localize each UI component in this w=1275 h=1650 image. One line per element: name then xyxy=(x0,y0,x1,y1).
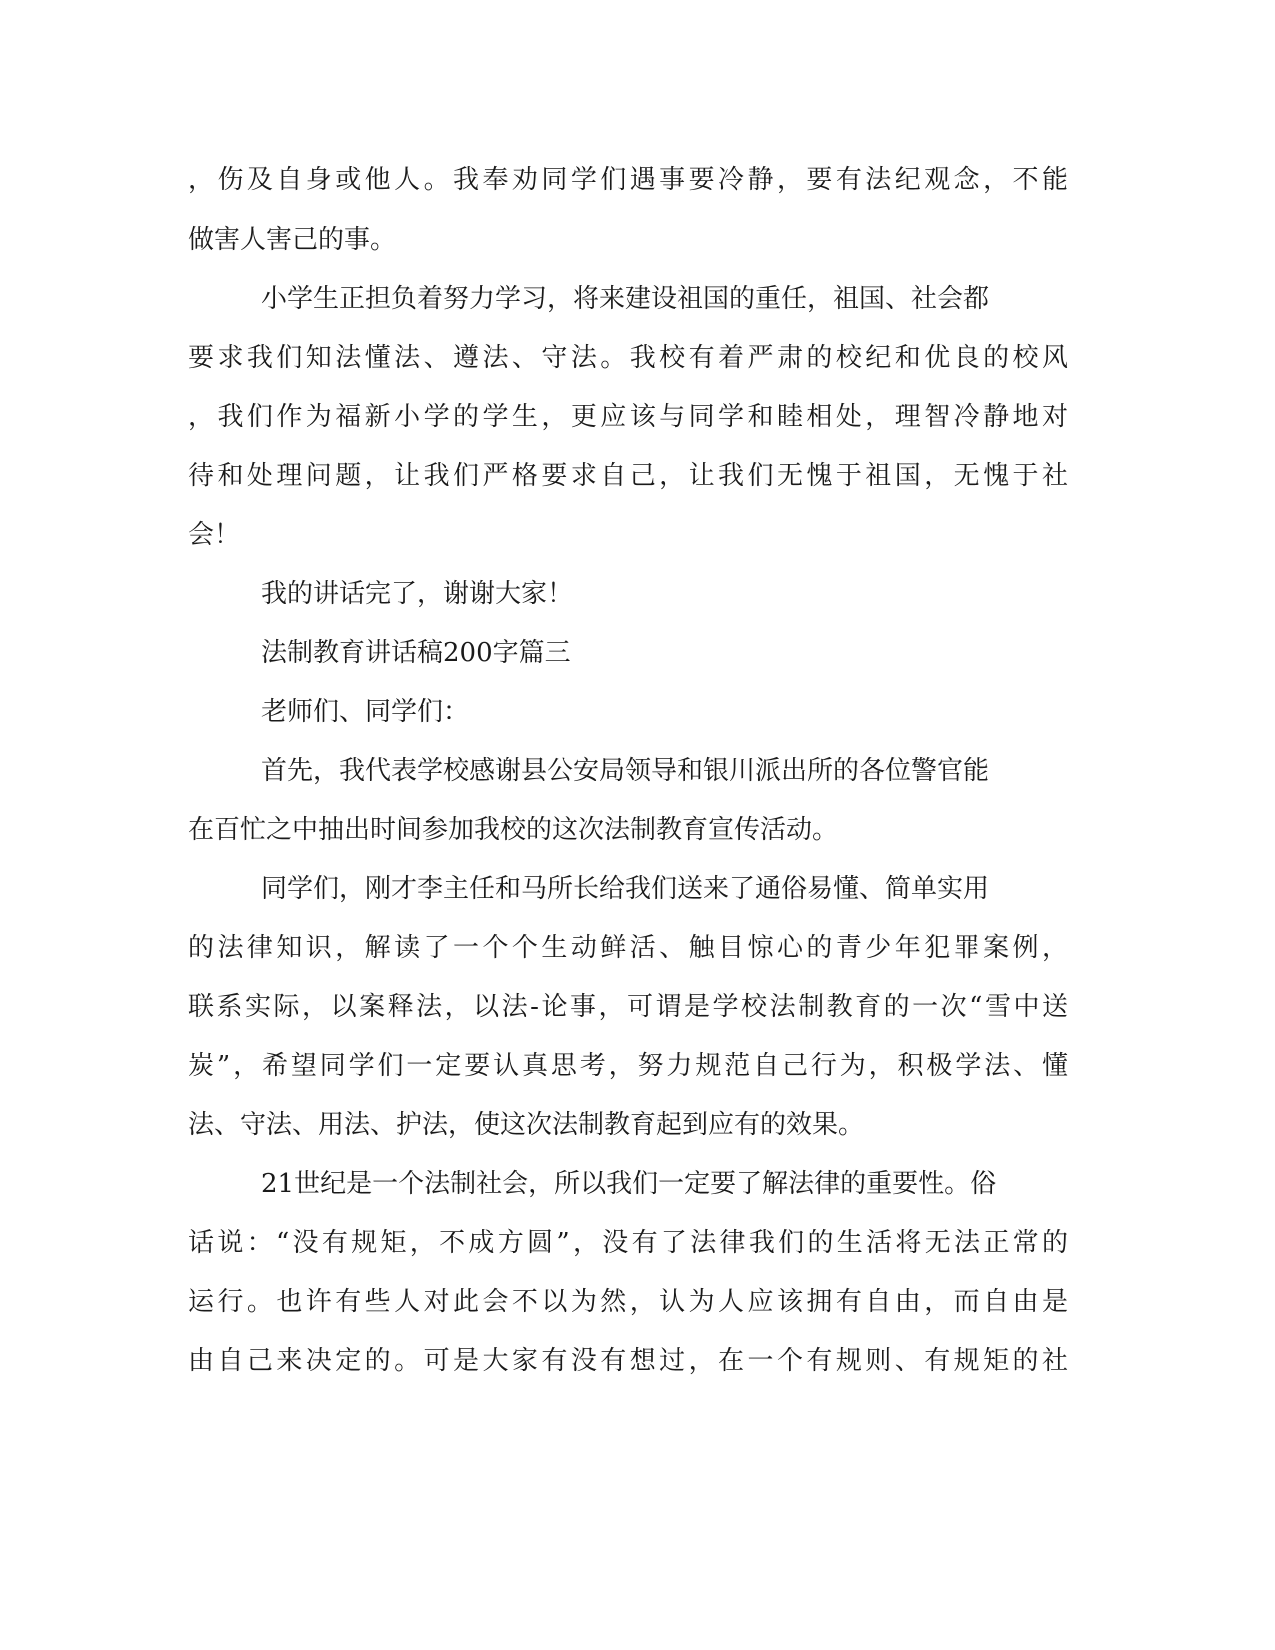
paragraph-line: 小学生正担负着努力学习，将来建设祖国的重任，祖国、社会都 xyxy=(261,284,990,314)
paragraph-line: ，我们作为福新小学的学生，更应该与同学和睦相处，理智冷静地对 xyxy=(188,402,1068,432)
paragraph-line: 联系实际，以案释法，以法-论事，可谓是学校法制教育的一次“雪中送 xyxy=(188,992,1068,1022)
paragraph-line: 法、守法、用法、护法，使这次法制教育起到应有的效果。 xyxy=(188,1110,865,1140)
paragraph-line: 炭”，希望同学们一定要认真思考，努力规范自己行为，积极学法、懂 xyxy=(188,1051,1068,1081)
paragraph-line: 做害人害己的事。 xyxy=(188,225,397,255)
paragraph-line: 我的讲话完了，谢谢大家！ xyxy=(261,579,574,609)
paragraph-line: 同学们，刚才李主任和马所长给我们送来了通俗易懂、简单实用 xyxy=(261,874,990,904)
paragraph-line: 首先，我代表学校感谢县公安局领导和银川派出所的各位警官能 xyxy=(261,756,990,786)
paragraph-line: 话说：“没有规矩，不成方圆”，没有了法律我们的生活将无法正常的 xyxy=(188,1228,1068,1258)
paragraph-line: 在百忙之中抽出时间参加我校的这次法制教育宣传活动。 xyxy=(188,815,839,845)
salutation: 老师们、同学们： xyxy=(261,697,470,727)
paragraph-line: 的法律知识，解读了一个个生动鲜活、触目惊心的青少年犯罪案例， xyxy=(188,933,1068,963)
paragraph-line: 会！ xyxy=(188,520,241,550)
paragraph-line: 待和处理问题，让我们严格要求自己，让我们无愧于祖国，无愧于社 xyxy=(188,461,1068,491)
section-heading: 法制教育讲话稿200字篇三 xyxy=(261,638,571,668)
paragraph-line: 要求我们知法懂法、遵法、守法。我校有着严肃的校纪和优良的校风 xyxy=(188,343,1068,373)
paragraph-line: ，伤及自身或他人。我奉劝同学们遇事要冷静，要有法纪观念，不能 xyxy=(188,165,1068,195)
paragraph-line: 运行。也许有些人对此会不以为然，认为人应该拥有自由，而自由是 xyxy=(188,1287,1068,1317)
paragraph-line: 由自己来决定的。可是大家有没有想过，在一个有规则、有规矩的社 xyxy=(188,1346,1068,1376)
paragraph-line: 21世纪是一个法制社会，所以我们一定要了解法律的重要性。俗 xyxy=(261,1169,997,1199)
